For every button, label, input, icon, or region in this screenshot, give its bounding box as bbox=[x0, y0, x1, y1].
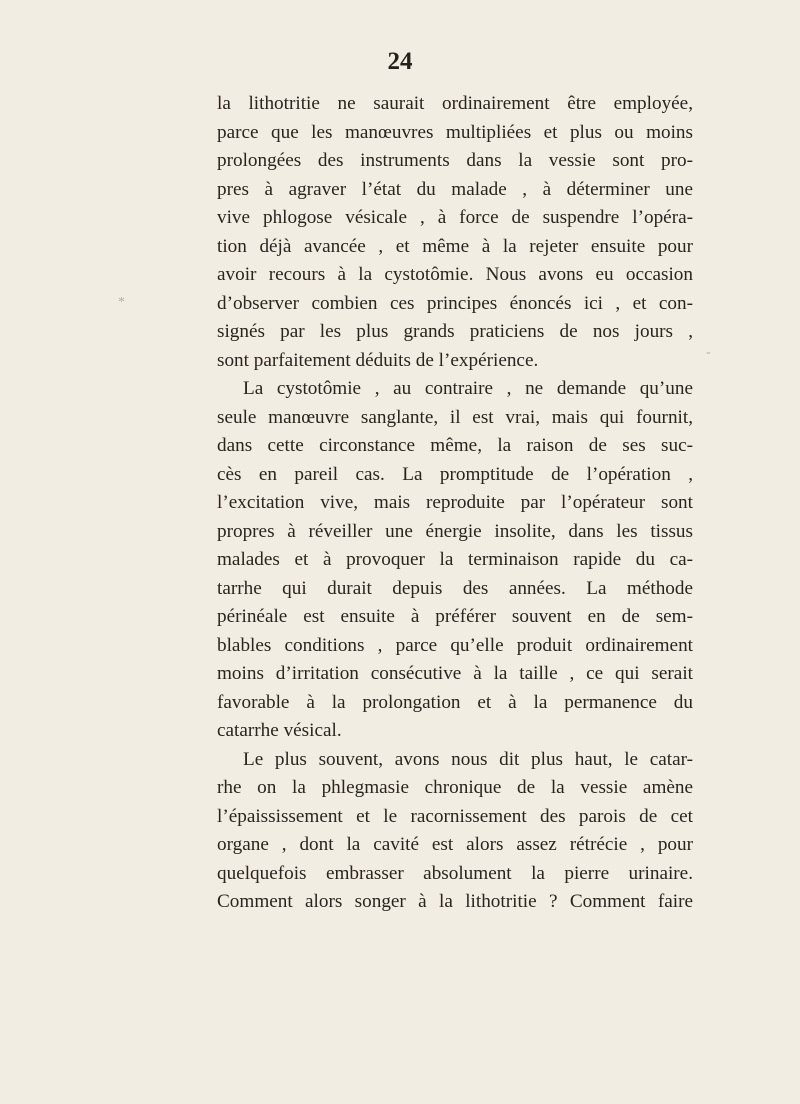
paragraph-end-line: catarrhe vésical. bbox=[217, 720, 342, 741]
text-line: l’excitation vive, mais reproduite par l’opérateur sont bbox=[217, 492, 693, 513]
text-line: pres à agraver l’état du malade , à déterminer une bbox=[217, 178, 693, 200]
text-line: Comment alors songer à la lithotritie ? Comment faire bbox=[217, 891, 693, 912]
text-line: l’épaississement et le racornissement des parois de cet bbox=[217, 805, 693, 827]
text-line: la lithotritie ne saurait ordinairement être employée, bbox=[217, 93, 693, 114]
text-line: seule manœuvre sanglante, il est vrai, mais qui fournit, bbox=[217, 406, 693, 428]
text-line: parce que les manœuvres multipliées et plus ou moins bbox=[217, 121, 693, 143]
text-line: signés par les plus grands praticiens de nos jours , bbox=[217, 321, 693, 342]
text-line: dans cette circonstance même, la raison de ses suc- bbox=[217, 435, 693, 456]
text-line: périnéale est ensuite à préférer souvent en de sem- bbox=[217, 606, 693, 627]
paragraph-start-line: La cystotômie , au contraire , ne demande qu’une bbox=[243, 378, 693, 399]
text-line: favorable à la prolongation et à la permanence du bbox=[217, 691, 693, 713]
text-line: tion déjà avancée , et même à la rejeter ensuite pour bbox=[217, 235, 693, 257]
text-line: avoir recours à la cystotômie. Nous avons eu occasion bbox=[217, 264, 693, 285]
text-line: tarrhe qui durait depuis des années. La méthode bbox=[217, 577, 693, 599]
text-line: moins d’irritation consécutive à la taille , ce qui serait bbox=[217, 663, 693, 684]
text-line: prolongées des instruments dans la vessie sont pro- bbox=[217, 150, 693, 171]
page-number: 24 bbox=[387, 48, 413, 75]
text-line: propres à réveiller une énergie insolite, dans les tissus bbox=[217, 520, 693, 542]
paragraph-end-line: sont parfaitement déduits de l’expérience. bbox=[217, 349, 539, 371]
text-line: malades et à provoquer la terminaison rapide du ca- bbox=[217, 549, 693, 570]
text-line: vive phlogose vésicale , à force de suspendre l’opéra- bbox=[217, 207, 693, 228]
body-text bbox=[217, 90, 693, 917]
paragraph-start-line: Le plus souvent, avons nous dit plus haut, le catar- bbox=[243, 748, 693, 770]
text-line: quelquefois embrasser absolument la pierre urinaire. bbox=[217, 862, 693, 884]
text-line: organe , dont la cavité est alors assez rétrécie , pour bbox=[217, 834, 693, 855]
text-line: d’observer combien ces principes énoncés ici , et con- bbox=[217, 292, 693, 314]
text-line: rhe on la phlegmasie chronique de la vessie amène bbox=[217, 777, 693, 798]
paper-blemish: - bbox=[706, 345, 711, 360]
text-line: cès en pareil cas. La promptitude de l’opération , bbox=[217, 463, 693, 485]
paper-blemish: * bbox=[118, 295, 125, 310]
text-line: blables conditions , parce qu’elle produit ordinairement bbox=[217, 634, 693, 656]
